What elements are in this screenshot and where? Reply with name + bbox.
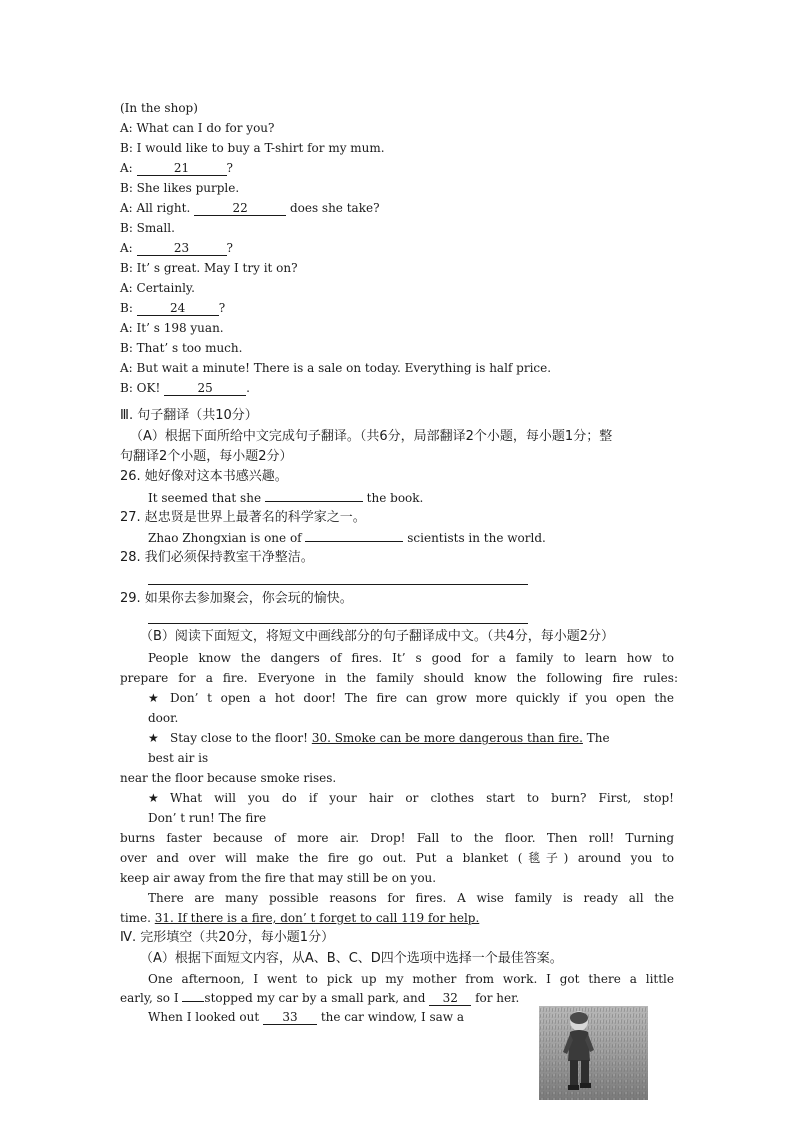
answer-blank-26[interactable] bbox=[265, 501, 363, 502]
answer-line-28[interactable] bbox=[148, 584, 528, 585]
dialogue-line: B: 24 ? bbox=[120, 301, 226, 315]
passage-line: People know the dangers of fires. It’ s good for a family to learn how to bbox=[148, 651, 674, 665]
passage-line: When I looked out 33 the car window, I saw a bbox=[148, 1010, 465, 1024]
blank-23[interactable]: 23 bbox=[137, 241, 227, 256]
dialogue-line: A: It’ s 198 yuan. bbox=[120, 321, 224, 335]
instruction: （A）根据下面短文内容，从A、B、C、D四个选项中选择一个最佳答案。 bbox=[140, 951, 563, 966]
section-heading: Ⅲ. 句子翻译（共10分） bbox=[120, 408, 258, 423]
dialogue-line: B: That’ s too much. bbox=[120, 341, 243, 355]
passage-line: time. 31. If there is a fire, don’ t forget to call 119 for help. bbox=[120, 911, 480, 925]
question-27: 27. 赵忠贤是世界上最著名的科学家之一。 bbox=[120, 510, 366, 525]
rule-line: What will you do if your hair or clothes start to burn? First, stop! bbox=[170, 791, 674, 805]
dialogue-line: B: She likes purple. bbox=[120, 181, 240, 195]
child-in-field-image bbox=[539, 1006, 648, 1100]
passage-line: prepare for a fire. Everyone in the family should know the following fire rules: bbox=[120, 671, 678, 685]
star-bullet-icon: ★ bbox=[148, 691, 159, 705]
passage-line: early, so I stopped my car by a small park, and 32 for her. bbox=[120, 991, 520, 1005]
question-29: 29. 如果你去参加聚会，你会玩的愉快。 bbox=[120, 591, 353, 606]
dialogue-line: B: It’ s great. May I try it on? bbox=[120, 261, 298, 275]
instruction: （B）阅读下面短文，将短文中画线部分的句子翻译成中文。（共4分，每小题2分） bbox=[140, 629, 614, 644]
passage-line: One afternoon, I went to pick up my mother from work. I got there a little bbox=[148, 972, 674, 986]
dialogue-line: A: But wait a minute! There is a sale on today. Everything is half price. bbox=[120, 361, 552, 375]
blank-22[interactable]: 22 bbox=[194, 201, 286, 216]
dialogue-line: A: Certainly. bbox=[120, 281, 195, 295]
dialogue-line: A: 23 ? bbox=[120, 241, 233, 255]
child-photo bbox=[539, 1006, 648, 1100]
rule-line: Don’ t run! The fire bbox=[148, 811, 267, 825]
rule-line: best air is bbox=[148, 751, 209, 765]
dialogue-line: A: All right. 22 does she take? bbox=[120, 201, 380, 215]
rule-line: Stay close to the floor! 30. Smoke can be more dangerous than fire. The bbox=[170, 731, 610, 745]
passage-line: burns faster because of more air. Drop! Fall to the floor. Then roll! Turning bbox=[120, 831, 674, 845]
answer-line-29[interactable] bbox=[148, 623, 528, 624]
blank-32[interactable]: 32 bbox=[429, 991, 471, 1006]
instruction: （A）根据下面所给中文完成句子翻译。（共6分，局部翻译2个小题，每小题1分；整 bbox=[130, 429, 613, 444]
answer-blank-27[interactable] bbox=[305, 541, 403, 542]
rule-line: near the floor because smoke rises. bbox=[120, 771, 337, 785]
star-bullet-icon: ★ bbox=[148, 791, 159, 805]
passage-line: over and over will make the fire go out. Put a blanket (毯子) around you to bbox=[120, 851, 674, 865]
question-28: 28. 我们必须保持教室干净整洁。 bbox=[120, 550, 314, 565]
dialogue-line: A: What can I do for you? bbox=[120, 121, 275, 135]
dialogue-line: B: I would like to buy a T-shirt for my mum. bbox=[120, 141, 385, 155]
underlined-sentence-30: 30. Smoke can be more dangerous than fire. bbox=[311, 731, 583, 745]
passage-line: There are many possible reasons for fires. A wise family is ready all the bbox=[148, 891, 674, 905]
blank-24[interactable]: 24 bbox=[137, 301, 219, 316]
rule-line: door. bbox=[148, 711, 179, 725]
passage-line: keep air away from the fire that may still be on you. bbox=[120, 871, 437, 885]
blank-33[interactable]: 33 bbox=[263, 1010, 317, 1025]
instruction: 句翻译2个小题，每小题2分） bbox=[120, 449, 293, 464]
blank-25[interactable]: 25 bbox=[164, 381, 246, 396]
star-bullet-icon: ★ bbox=[148, 731, 159, 745]
rule-line: Don’ t open a hot door! The fire can grow more quickly if you open the bbox=[170, 691, 674, 705]
blank-31-unlabeled[interactable] bbox=[182, 1001, 204, 1002]
section-heading: Ⅳ. 完形填空（共20分，每小题1分） bbox=[120, 930, 335, 945]
dialogue-line: A: 21 ? bbox=[120, 161, 233, 175]
dialogue-line: B: OK! 25 . bbox=[120, 381, 250, 395]
dialogue-setting: (In the shop) bbox=[120, 101, 198, 115]
question-26: 26. 她好像对这本书感兴趣。 bbox=[120, 469, 288, 484]
dialogue-line: B: Small. bbox=[120, 221, 175, 235]
blank-21[interactable]: 21 bbox=[137, 161, 227, 176]
question-27-answer: Zhao Zhongxian is one of scientists in the world. bbox=[148, 531, 546, 545]
underlined-sentence-31: 31. If there is a fire, don’ t forget to call 119 for help. bbox=[154, 911, 480, 925]
question-26-answer: It seemed that she the book. bbox=[148, 491, 424, 505]
